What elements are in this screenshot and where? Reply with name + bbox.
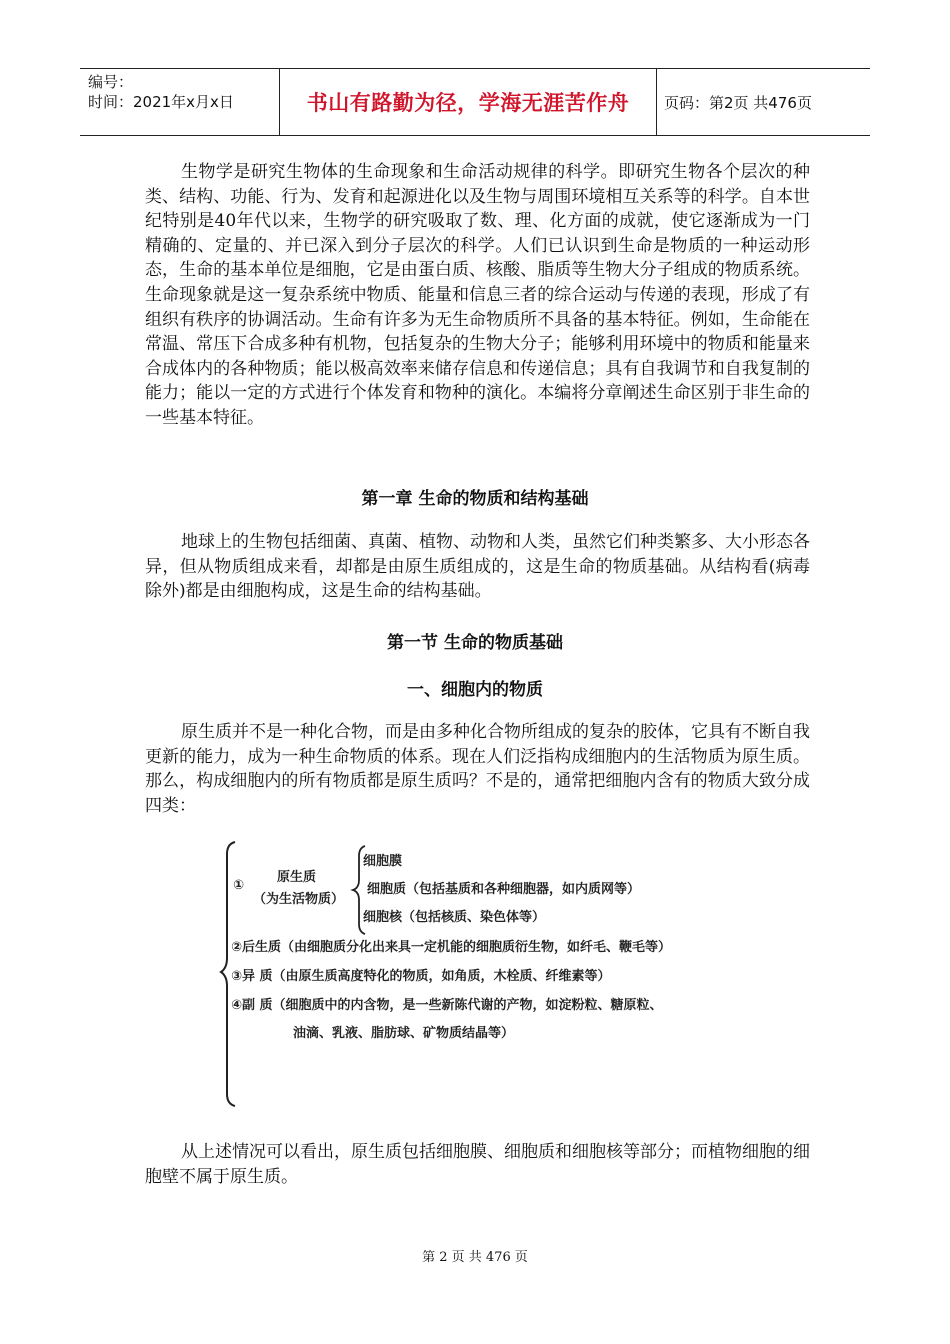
subsection-title: 一、细胞内的物质 — [407, 680, 543, 700]
item1-name: 原生质 — [277, 870, 317, 885]
number-label: 编号： — [88, 73, 134, 91]
header-page-info: 页码：第2页 共476页 — [664, 93, 812, 112]
item4-line1: ④副 质（细胞质中的内含物，是一些新陈代谢的产物，如淀粉粒、糖原粒、 — [231, 998, 663, 1013]
sub-nucleus: 细胞核（包括核质、染色体等） — [363, 910, 546, 925]
item1-note: （为生活物质） — [253, 892, 345, 907]
time-label: 时间：2021年x月x日 — [88, 93, 234, 111]
classification-diagram — [215, 840, 775, 1110]
item3: ③异 质（由原生质高度特化的物质，如角质，木栓质、纤维素等） — [231, 969, 611, 984]
chapter-paragraph: 地球上的生物包括细菌、真菌、植物、动物和人类，虽然它们种类繁多、大小形态各异，但从物质组成来看，却都是由原生质组成的，这是生命的物质基础。从结构看(病毒除外)都是由细胞构成，这是生命的结构基础。 — [145, 532, 810, 602]
section-paragraph: 原生质并不是一种化合物，而是由多种化合物所组成的复杂的胶体，它具有不断自我更新的能力，成为一种生命物质的体系。现在人们泛指构成细胞内的生活物质为原生质。那么，构成细胞内的所有物质都是原生质吗？不是的，通常把细胞内含有的物质大致分成四类： — [145, 722, 810, 816]
item2: ②后生质（由细胞质分化出来具一定机能的细胞质衍生物，如纤毛、鞭毛等） — [231, 940, 672, 955]
sub-cytoplasm: 细胞质（包括基质和各种细胞器，如内质网等） — [367, 882, 641, 897]
section-title: 第一节 生命的物质基础 — [387, 633, 563, 653]
item1-number: ① — [233, 878, 245, 893]
item4-line2: 油滴、乳液、脂肪球、矿物质结晶等） — [293, 1026, 515, 1041]
sub-membrane: 细胞膜 — [363, 854, 403, 869]
header-meta — [80, 69, 280, 135]
chapter-title: 第一章 生命的物质和结构基础 — [361, 489, 589, 509]
header-motto: 书山有路勤为径，学海无涯苦作舟 — [280, 69, 657, 135]
intro-paragraph: 生物学是研究生物体的生命现象和生命活动规律的科学。即研究生物各个层次的种类、结构、功能、行为、发育和起源进化以及生物与周围环境相互关系等的科学。自本世纪特别是40年代以来，生物学的研究吸取了数、理、化方面的成就，使它逐渐成为一门精确的、定量的、并已深入到分子层次的科学。人们已认识到生命是物质的一种运动形态，生命的基本单位是细胞，它是由蛋白质、核酸、脂质等生物大分子组成的物质系统。生命现象就是这一复杂系统中物质、能量和信息三者的综合运动与传递的表现，形成了有组织有秩序的协调活动。生命有许多为无生命物质所不具备的基本特征。例如，生命能在常温、常压下合成多种有机物，包括复杂的生物大分子；能够利用环境中的物质和能量来合成体内的各种物质；能以极高效率来储存信息和传递信息；具有自我调节和自我复制的能力；能以一定的方式进行个体发育和物种的演化。本编将分章阐述生命区别于非生命的一些基本特征。 — [145, 162, 810, 428]
page-footer: 第 2 页 共 476 页 — [422, 1250, 528, 1265]
conclusion-paragraph: 从上述情况可以看出，原生质包括细胞膜、细胞质和细胞核等部分；而植物细胞的细胞壁不属于原生质。 — [145, 1142, 810, 1187]
header-table — [80, 68, 870, 136]
